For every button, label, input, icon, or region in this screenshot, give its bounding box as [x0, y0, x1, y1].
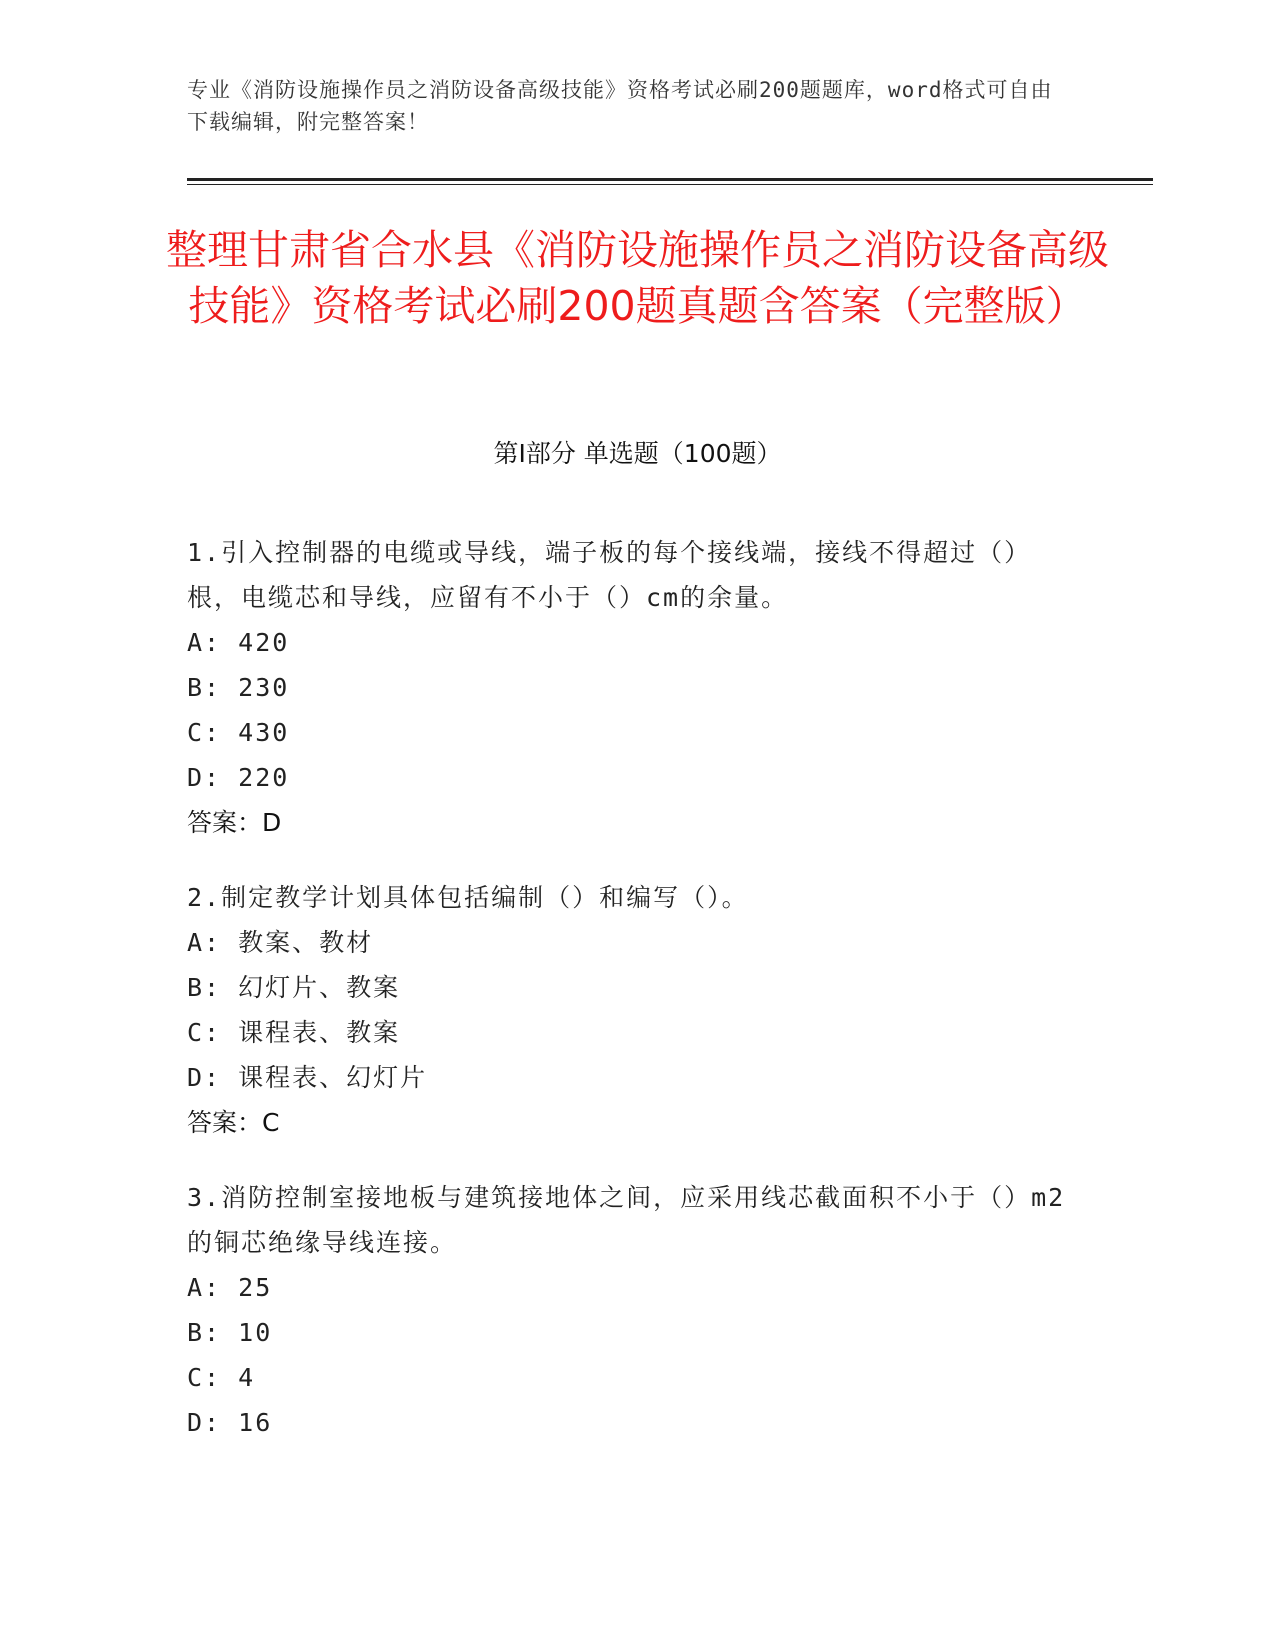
header-divider-thick [187, 178, 1153, 181]
option-d: D: 16 [187, 1408, 273, 1437]
option-b: B: 230 [187, 673, 290, 702]
question-stem: 2.制定教学计划具体包括编制（）和编写（）。 [187, 883, 749, 912]
header-divider-thin [187, 184, 1153, 185]
question-2 [187, 875, 1067, 1145]
answer-line: 答案：C [187, 1108, 280, 1137]
section-title: 第Ⅰ部分 单选题（100题） [493, 439, 782, 468]
document-title: 整理甘肃省合水县《消防设施操作员之消防设备高级技能》资格考试必刷200题真题含答案（完整版） [166, 226, 1109, 330]
header-note: 专业《消防设施操作员之消防设备高级技能》资格考试必刷200题题库，word格式可自由下载编辑，附完整答案！ [187, 78, 1053, 134]
option-b: B: 幻灯片、教案 [187, 973, 401, 1002]
question-stem: 3.消防控制室接地板与建筑接地体之间，应采用线芯截面积不小于（）m2的铜芯绝缘导线连接。 [187, 1183, 1066, 1257]
question-3 [187, 1175, 1067, 1445]
answer-line: 答案：D [187, 808, 282, 837]
option-d: D: 课程表、幻灯片 [187, 1063, 428, 1092]
option-a: A: 25 [187, 1273, 273, 1302]
option-c: C: 课程表、教案 [187, 1018, 401, 1047]
option-c: C: 4 [187, 1363, 256, 1392]
option-a: A: 教案、教材 [187, 928, 374, 957]
option-d: D: 220 [187, 763, 290, 792]
question-list [187, 530, 1067, 1475]
option-a: A: 420 [187, 628, 290, 657]
option-c: C: 430 [187, 718, 290, 747]
question-1 [187, 530, 1067, 845]
option-b: B: 10 [187, 1318, 273, 1347]
question-stem: 1.引入控制器的电缆或导线，端子板的每个接线端，接线不得超过（）根，电缆芯和导线，应留有不小于（）cm的余量。 [187, 538, 1032, 612]
